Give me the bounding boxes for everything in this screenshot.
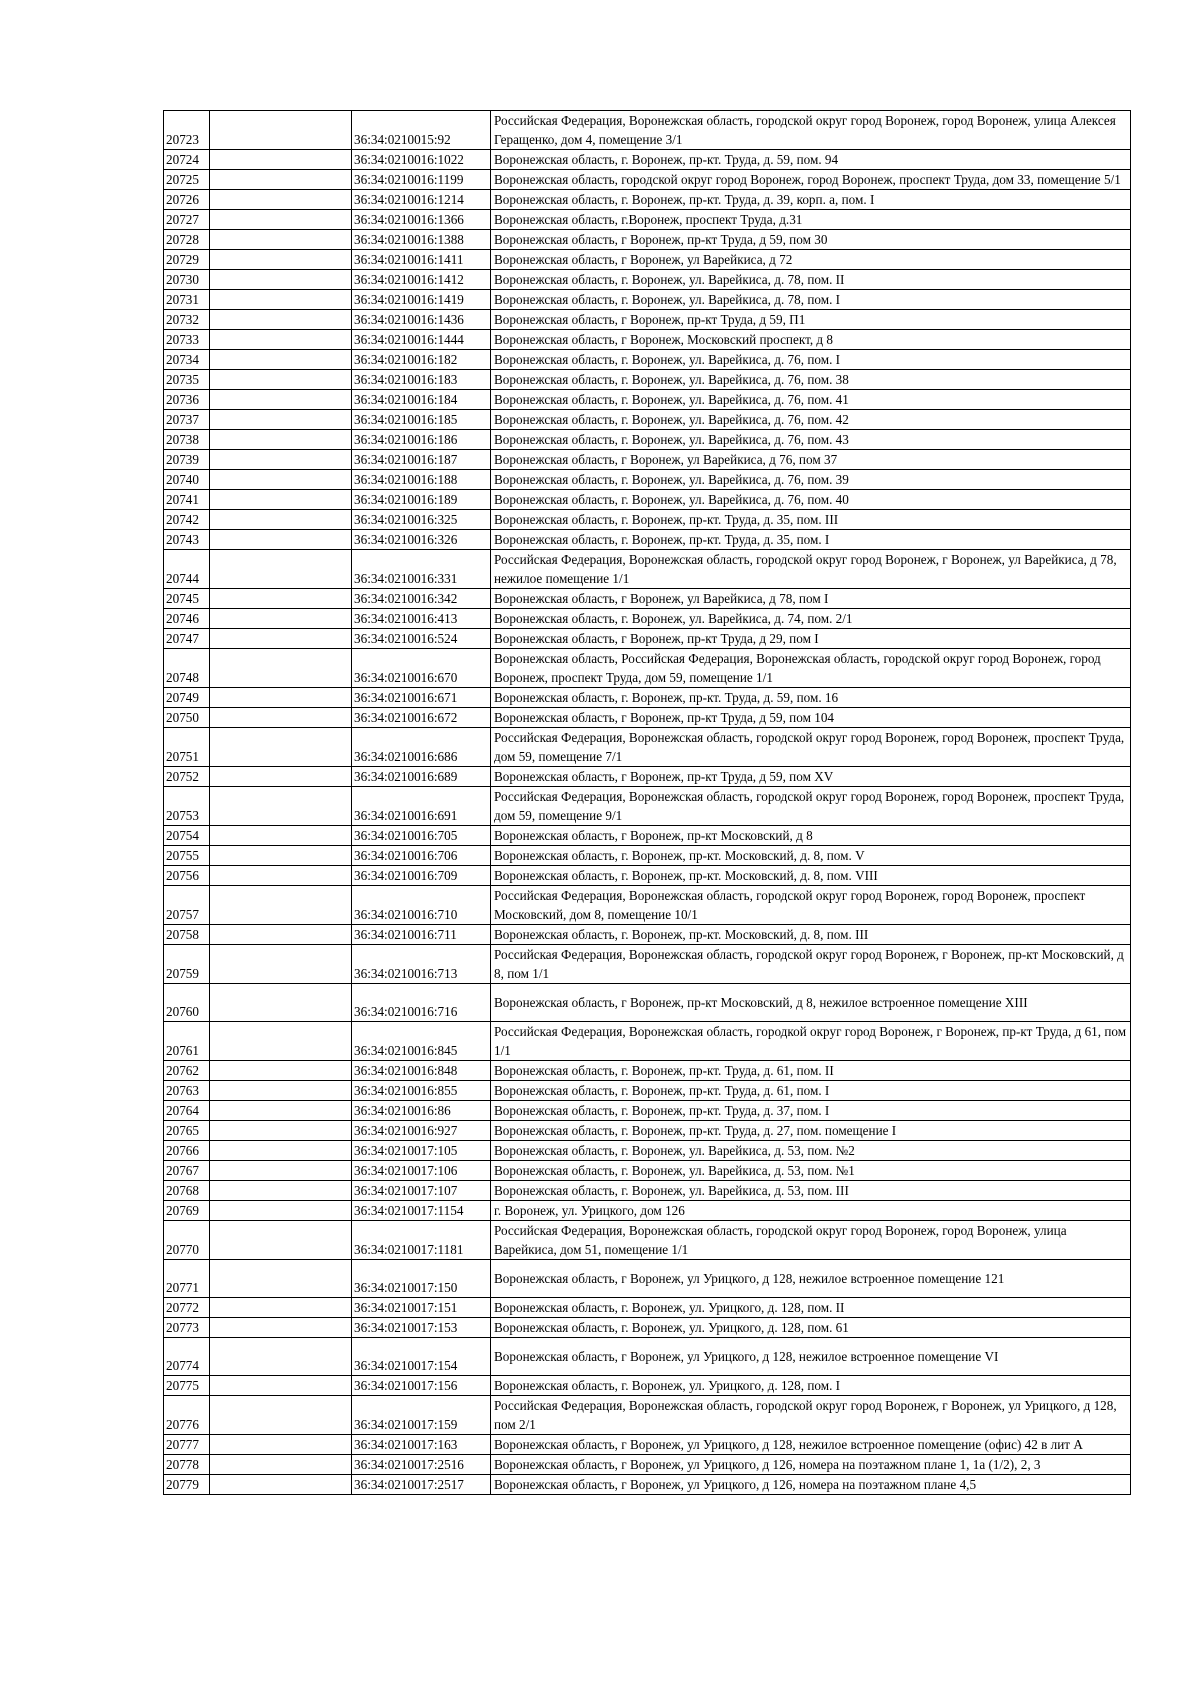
row-number: 20724	[164, 150, 210, 170]
row-number: 20743	[164, 530, 210, 550]
cadastral-number: 36:34:0210017:151	[352, 1298, 491, 1318]
table-row	[164, 1221, 1131, 1260]
row-empty-cell	[210, 1376, 352, 1396]
table-row	[164, 728, 1131, 767]
cadastral-number: 36:34:0210016:848	[352, 1061, 491, 1081]
row-number: 20765	[164, 1121, 210, 1141]
row-empty-cell	[210, 510, 352, 530]
row-number: 20749	[164, 688, 210, 708]
table-row	[164, 984, 1131, 1022]
row-number: 20760	[164, 984, 210, 1022]
cadastral-number: 36:34:0210016:691	[352, 787, 491, 826]
row-empty-cell	[210, 150, 352, 170]
row-empty-cell	[210, 925, 352, 945]
row-number: 20747	[164, 629, 210, 649]
cadastral-number: 36:34:0210017:2517	[352, 1475, 491, 1495]
row-empty-cell	[210, 270, 352, 290]
row-empty-cell	[210, 1338, 352, 1376]
table-row	[164, 1338, 1131, 1376]
row-number: 20733	[164, 330, 210, 350]
row-empty-cell	[210, 550, 352, 589]
address-cell: Российская Федерация, Воронежская область, городской округ город Воронеж, город Воронеж, улица Варейкиса, дом 51, помещение 1/1	[491, 1221, 1131, 1260]
cadastral-number: 36:34:0210017:105	[352, 1141, 491, 1161]
address-cell: Воронежская область, г Воронеж, пр-кт Труда, д 59, пом 104	[491, 708, 1131, 728]
row-number: 20777	[164, 1435, 210, 1455]
row-number: 20771	[164, 1260, 210, 1298]
cadastral-number: 36:34:0210016:185	[352, 410, 491, 430]
cadastral-number: 36:34:0210016:670	[352, 649, 491, 688]
table-row	[164, 688, 1131, 708]
table-row	[164, 866, 1131, 886]
table-row	[164, 925, 1131, 945]
address-cell: Российская Федерация, Воронежская область, городкой округ город Воронеж, г Воронеж, пр-кт Труда, д 61, пом 1/1	[491, 1022, 1131, 1061]
row-number: 20741	[164, 490, 210, 510]
cadastral-number: 36:34:0210016:710	[352, 886, 491, 925]
address-cell: Воронежская область, г. Воронеж, ул. Варейкиса, д. 76, пом. 39	[491, 470, 1131, 490]
table-row	[164, 767, 1131, 787]
row-empty-cell	[210, 410, 352, 430]
row-number: 20736	[164, 390, 210, 410]
address-cell: Российская Федерация, Воронежская область, городской округ город Воронеж, город Воронеж, проспект Труда, дом 59, помещение 9/1	[491, 787, 1131, 826]
cadastral-number: 36:34:0210016:189	[352, 490, 491, 510]
address-cell: Воронежская область, городской округ город Воронеж, город Воронеж, проспект Труда, дом 33, помещение 5/1	[491, 170, 1131, 190]
address-cell: Воронежская область, г Воронеж, ул Урицкого, д 128, нежилое встроенное помещение (офис) 42 в лит А	[491, 1435, 1131, 1455]
row-empty-cell	[210, 1475, 352, 1495]
address-cell: Воронежская область, г. Воронеж, ул. Варейкиса, д. 74, пом. 2/1	[491, 609, 1131, 629]
row-empty-cell	[210, 370, 352, 390]
address-cell: Воронежская область, г Воронеж, ул Урицкого, д 128, нежилое встроенное помещение 121	[491, 1260, 1131, 1298]
cadastral-number: 36:34:0210015:92	[352, 111, 491, 150]
table-row	[164, 886, 1131, 925]
table-row	[164, 470, 1131, 490]
table-row	[164, 945, 1131, 984]
address-cell: Воронежская область, г. Воронеж, пр-кт. Труда, д. 35, пом. I	[491, 530, 1131, 550]
table-row	[164, 1396, 1131, 1435]
table-row	[164, 1201, 1131, 1221]
row-number: 20774	[164, 1338, 210, 1376]
address-cell: Воронежская область, г Воронеж, ул Варейкиса, д 76, пом 37	[491, 450, 1131, 470]
table-row	[164, 1081, 1131, 1101]
row-number: 20764	[164, 1101, 210, 1121]
row-empty-cell	[210, 1081, 352, 1101]
table-row	[164, 1376, 1131, 1396]
row-empty-cell	[210, 945, 352, 984]
address-cell: Воронежская область, г Воронеж, ул Варейкиса, д 78, пом I	[491, 589, 1131, 609]
row-empty-cell	[210, 390, 352, 410]
row-number: 20769	[164, 1201, 210, 1221]
row-number: 20766	[164, 1141, 210, 1161]
row-number: 20727	[164, 210, 210, 230]
address-cell: Воронежская область, г Воронеж, ул Урицкого, д 126, номера на поэтажном плане 4,5	[491, 1475, 1131, 1495]
row-number: 20757	[164, 886, 210, 925]
address-cell: Воронежская область, г. Воронеж, пр-кт. Труда, д. 39, корп. а, пом. I	[491, 190, 1131, 210]
row-number: 20739	[164, 450, 210, 470]
row-number: 20738	[164, 430, 210, 450]
cadastral-number: 36:34:0210016:413	[352, 609, 491, 629]
row-empty-cell	[210, 886, 352, 925]
cadastral-number: 36:34:0210017:153	[352, 1318, 491, 1338]
table-row	[164, 310, 1131, 330]
row-number: 20750	[164, 708, 210, 728]
row-number: 20731	[164, 290, 210, 310]
cadastral-number: 36:34:0210017:1154	[352, 1201, 491, 1221]
cadastral-number: 36:34:0210017:106	[352, 1161, 491, 1181]
address-cell: г. Воронеж, ул. Урицкого, дом 126	[491, 1201, 1131, 1221]
table-row	[164, 290, 1131, 310]
row-number: 20726	[164, 190, 210, 210]
row-number: 20773	[164, 1318, 210, 1338]
row-empty-cell	[210, 688, 352, 708]
address-cell: Воронежская область, г. Воронеж, ул. Варейкиса, д. 76, пом. 38	[491, 370, 1131, 390]
cadastral-number: 36:34:0210017:154	[352, 1338, 491, 1376]
table-row	[164, 210, 1131, 230]
cadastral-number: 36:34:0210016:188	[352, 470, 491, 490]
cadastral-number: 36:34:0210016:182	[352, 350, 491, 370]
cadastral-number: 36:34:0210016:1388	[352, 230, 491, 250]
table-row	[164, 787, 1131, 826]
table-row	[164, 490, 1131, 510]
row-empty-cell	[210, 430, 352, 450]
table-row	[164, 1475, 1131, 1495]
row-empty-cell	[210, 1298, 352, 1318]
table-row	[164, 1061, 1131, 1081]
row-number: 20775	[164, 1376, 210, 1396]
cadastral-number: 36:34:0210016:672	[352, 708, 491, 728]
row-number: 20758	[164, 925, 210, 945]
cadastral-number: 36:34:0210016:1199	[352, 170, 491, 190]
row-empty-cell	[210, 350, 352, 370]
table-row	[164, 1298, 1131, 1318]
row-number: 20767	[164, 1161, 210, 1181]
row-empty-cell	[210, 490, 352, 510]
row-empty-cell	[210, 629, 352, 649]
table-row	[164, 1181, 1131, 1201]
table-row	[164, 1318, 1131, 1338]
table-row	[164, 550, 1131, 589]
address-cell: Российская Федерация, Воронежская область, городской округ город Воронеж, город Воронеж, проспект Московский, дом 8, помещение 10/1	[491, 886, 1131, 925]
row-empty-cell	[210, 1061, 352, 1081]
address-cell: Российская Федерация, Воронежская область, городской округ город Воронеж, г Воронеж, пр-кт Московский, д 8, пом 1/1	[491, 945, 1131, 984]
address-cell: Воронежская область, г Воронеж, пр-кт Труда, д 59, П1	[491, 310, 1131, 330]
table-row	[164, 708, 1131, 728]
row-number: 20742	[164, 510, 210, 530]
cadastral-number: 36:34:0210016:1412	[352, 270, 491, 290]
cadastral-number: 36:34:0210016:713	[352, 945, 491, 984]
cadastral-number: 36:34:0210016:184	[352, 390, 491, 410]
row-empty-cell	[210, 609, 352, 629]
address-cell: Воронежская область, г. Воронеж, пр-кт. Московский, д. 8, пом. V	[491, 846, 1131, 866]
table-row	[164, 609, 1131, 629]
row-number: 20763	[164, 1081, 210, 1101]
row-number: 20761	[164, 1022, 210, 1061]
address-cell: Воронежская область, г.Воронеж, проспект Труда, д.31	[491, 210, 1131, 230]
address-cell: Воронежская область, г Воронеж, Московский проспект, д 8	[491, 330, 1131, 350]
cadastral-number: 36:34:0210017:2516	[352, 1455, 491, 1475]
table-row	[164, 350, 1131, 370]
row-empty-cell	[210, 1141, 352, 1161]
table-row	[164, 450, 1131, 470]
address-cell: Воронежская область, г Воронеж, ул Урицкого, д 128, нежилое встроенное помещение VI	[491, 1338, 1131, 1376]
table-row	[164, 430, 1131, 450]
row-empty-cell	[210, 589, 352, 609]
address-cell: Воронежская область, г Воронеж, пр-кт Московский, д 8	[491, 826, 1131, 846]
cadastral-number: 36:34:0210016:187	[352, 450, 491, 470]
cadastral-number: 36:34:0210017:156	[352, 1376, 491, 1396]
address-cell: Воронежская область, г Воронеж, ул Варейкиса, д 72	[491, 250, 1131, 270]
row-empty-cell	[210, 230, 352, 250]
registry-table	[163, 110, 1131, 1495]
row-number: 20768	[164, 1181, 210, 1201]
row-empty-cell	[210, 826, 352, 846]
row-empty-cell	[210, 470, 352, 490]
row-number: 20745	[164, 589, 210, 609]
address-cell: Воронежская область, г. Воронеж, ул. Варейкиса, д. 76, пом. I	[491, 350, 1131, 370]
row-number: 20723	[164, 111, 210, 150]
table-row	[164, 530, 1131, 550]
cadastral-number: 36:34:0210017:1181	[352, 1221, 491, 1260]
row-empty-cell	[210, 728, 352, 767]
table-row	[164, 230, 1131, 250]
address-cell: Воронежская область, г. Воронеж, ул. Варейкиса, д. 76, пом. 40	[491, 490, 1131, 510]
table-row	[164, 150, 1131, 170]
cadastral-number: 36:34:0210016:1419	[352, 290, 491, 310]
address-cell: Воронежская область, г. Воронеж, ул. Урицкого, д. 128, пом. I	[491, 1376, 1131, 1396]
cadastral-number: 36:34:0210016:686	[352, 728, 491, 767]
cadastral-number: 36:34:0210016:705	[352, 826, 491, 846]
row-empty-cell	[210, 1181, 352, 1201]
row-empty-cell	[210, 1121, 352, 1141]
table-row	[164, 1435, 1131, 1455]
cadastral-number: 36:34:0210016:342	[352, 589, 491, 609]
address-cell: Воронежская область, г. Воронеж, пр-кт. Московский, д. 8, пом. VIII	[491, 866, 1131, 886]
table-row	[164, 510, 1131, 530]
cadastral-number: 36:34:0210016:709	[352, 866, 491, 886]
address-cell: Воронежская область, г. Воронеж, ул. Варейкиса, д. 53, пом. №2	[491, 1141, 1131, 1161]
row-number: 20732	[164, 310, 210, 330]
table-row	[164, 1455, 1131, 1475]
address-cell: Воронежская область, г Воронеж, пр-кт Труда, д 59, пом 30	[491, 230, 1131, 250]
address-cell: Воронежская область, г. Воронеж, ул. Урицкого, д. 128, пом. 61	[491, 1318, 1131, 1338]
table-row	[164, 826, 1131, 846]
cadastral-number: 36:34:0210016:1214	[352, 190, 491, 210]
row-empty-cell	[210, 984, 352, 1022]
address-cell: Воронежская область, г. Воронеж, ул. Варейкиса, д. 53, пом. №1	[491, 1161, 1131, 1181]
table-row	[164, 370, 1131, 390]
row-empty-cell	[210, 450, 352, 470]
row-number: 20744	[164, 550, 210, 589]
address-cell: Воронежская область, г. Воронеж, пр-кт. Труда, д. 59, пом. 16	[491, 688, 1131, 708]
cadastral-number: 36:34:0210016:1436	[352, 310, 491, 330]
row-number: 20753	[164, 787, 210, 826]
table-row	[164, 330, 1131, 350]
registry-body	[164, 111, 1131, 1495]
cadastral-number: 36:34:0210016:1411	[352, 250, 491, 270]
row-empty-cell	[210, 170, 352, 190]
address-cell: Воронежская область, г. Воронеж, ул. Варейкиса, д. 76, пом. 43	[491, 430, 1131, 450]
address-cell: Воронежская область, Российская Федерация, Воронежская область, городской округ город Воронеж, город Воронеж, проспект Труда, дом 59, помещение 1/1	[491, 649, 1131, 688]
cadastral-number: 36:34:0210016:331	[352, 550, 491, 589]
cadastral-number: 36:34:0210017:107	[352, 1181, 491, 1201]
address-cell: Воронежская область, г Воронеж, пр-кт Московский, д 8, нежилое встроенное помещение XIII	[491, 984, 1131, 1022]
row-empty-cell	[210, 787, 352, 826]
address-cell: Российская Федерация, Воронежская область, городской округ город Воронеж, г Воронеж, ул Варейкиса, д 78, нежилое помещение 1/1	[491, 550, 1131, 589]
row-empty-cell	[210, 1435, 352, 1455]
row-empty-cell	[210, 290, 352, 310]
table-row	[164, 629, 1131, 649]
cadastral-number: 36:34:0210016:671	[352, 688, 491, 708]
address-cell: Воронежская область, г Воронеж, пр-кт Труда, д 29, пом I	[491, 629, 1131, 649]
address-cell: Российская Федерация, Воронежская область, городской округ город Воронеж, город Воронеж, проспект Труда, дом 59, помещение 7/1	[491, 728, 1131, 767]
cadastral-number: 36:34:0210016:927	[352, 1121, 491, 1141]
table-row	[164, 250, 1131, 270]
table-row	[164, 649, 1131, 688]
row-empty-cell	[210, 1221, 352, 1260]
address-cell: Воронежская область, г. Воронеж, ул. Варейкиса, д. 53, пом. III	[491, 1181, 1131, 1201]
row-empty-cell	[210, 1101, 352, 1121]
address-cell: Воронежская область, г. Воронеж, ул. Варейкиса, д. 76, пом. 41	[491, 390, 1131, 410]
row-empty-cell	[210, 1260, 352, 1298]
row-number: 20751	[164, 728, 210, 767]
cadastral-number: 36:34:0210016:183	[352, 370, 491, 390]
row-number: 20770	[164, 1221, 210, 1260]
cadastral-number: 36:34:0210017:163	[352, 1435, 491, 1455]
cadastral-number: 36:34:0210016:716	[352, 984, 491, 1022]
cadastral-number: 36:34:0210016:1366	[352, 210, 491, 230]
address-cell: Воронежская область, г Воронеж, ул Урицкого, д 126, номера на поэтажном плане 1, 1а (1/2), 2, 3	[491, 1455, 1131, 1475]
address-cell: Воронежская область, г. Воронеж, пр-кт. Труда, д. 35, пом. III	[491, 510, 1131, 530]
row-empty-cell	[210, 330, 352, 350]
cadastral-number: 36:34:0210017:150	[352, 1260, 491, 1298]
address-cell: Воронежская область, г Воронеж, пр-кт Труда, д 59, пом XV	[491, 767, 1131, 787]
address-cell: Российская Федерация, Воронежская область, городской округ город Воронеж, г Воронеж, ул Урицкого, д 128, пом 2/1	[491, 1396, 1131, 1435]
cadastral-number: 36:34:0210016:689	[352, 767, 491, 787]
row-empty-cell	[210, 708, 352, 728]
row-number: 20734	[164, 350, 210, 370]
row-number: 20778	[164, 1455, 210, 1475]
row-number: 20730	[164, 270, 210, 290]
address-cell: Воронежская область, г. Воронеж, пр-кт. Труда, д. 61, пом. I	[491, 1081, 1131, 1101]
row-empty-cell	[210, 866, 352, 886]
table-row	[164, 1161, 1131, 1181]
row-number: 20737	[164, 410, 210, 430]
table-row	[164, 1121, 1131, 1141]
cadastral-number: 36:34:0210016:845	[352, 1022, 491, 1061]
row-number: 20759	[164, 945, 210, 984]
table-row	[164, 1022, 1131, 1061]
row-number: 20772	[164, 1298, 210, 1318]
cadastral-number: 36:34:0210016:1444	[352, 330, 491, 350]
row-empty-cell	[210, 190, 352, 210]
address-cell: Воронежская область, г. Воронеж, пр-кт. Труда, д. 59, пом. 94	[491, 150, 1131, 170]
table-row	[164, 270, 1131, 290]
cadastral-number: 36:34:0210016:855	[352, 1081, 491, 1101]
cadastral-number: 36:34:0210016:706	[352, 846, 491, 866]
address-cell: Российская Федерация, Воронежская область, городской округ город Воронеж, город Воронеж, улица Алексея Геращенко, дом 4, помещение 3/1	[491, 111, 1131, 150]
address-cell: Воронежская область, г. Воронеж, пр-кт. Труда, д. 27, пом. помещение I	[491, 1121, 1131, 1141]
address-cell: Воронежская область, г. Воронеж, пр-кт. Московский, д. 8, пом. III	[491, 925, 1131, 945]
row-number: 20754	[164, 826, 210, 846]
cadastral-number: 36:34:0210017:159	[352, 1396, 491, 1435]
address-cell: Воронежская область, г. Воронеж, ул. Урицкого, д. 128, пом. II	[491, 1298, 1131, 1318]
cadastral-number: 36:34:0210016:325	[352, 510, 491, 530]
cadastral-number: 36:34:0210016:186	[352, 430, 491, 450]
cadastral-number: 36:34:0210016:326	[352, 530, 491, 550]
cadastral-number: 36:34:0210016:711	[352, 925, 491, 945]
address-cell: Воронежская область, г. Воронеж, пр-кт. Труда, д. 61, пом. II	[491, 1061, 1131, 1081]
row-number: 20755	[164, 846, 210, 866]
row-number: 20729	[164, 250, 210, 270]
row-empty-cell	[210, 310, 352, 330]
cadastral-number: 36:34:0210016:1022	[352, 150, 491, 170]
row-empty-cell	[210, 250, 352, 270]
row-number: 20740	[164, 470, 210, 490]
row-number: 20746	[164, 609, 210, 629]
row-number: 20762	[164, 1061, 210, 1081]
row-number: 20776	[164, 1396, 210, 1435]
table-row	[164, 190, 1131, 210]
row-empty-cell	[210, 846, 352, 866]
row-number: 20756	[164, 866, 210, 886]
address-cell: Воронежская область, г. Воронеж, ул. Варейкиса, д. 76, пом. 42	[491, 410, 1131, 430]
row-number: 20728	[164, 230, 210, 250]
table-row	[164, 589, 1131, 609]
table-row	[164, 1101, 1131, 1121]
table-row	[164, 1260, 1131, 1298]
address-cell: Воронежская область, г. Воронеж, пр-кт. Труда, д. 37, пом. I	[491, 1101, 1131, 1121]
row-empty-cell	[210, 1396, 352, 1435]
row-empty-cell	[210, 1318, 352, 1338]
row-number: 20779	[164, 1475, 210, 1495]
row-empty-cell	[210, 1201, 352, 1221]
address-cell: Воронежская область, г. Воронеж, ул. Варейкиса, д. 78, пом. I	[491, 290, 1131, 310]
table-row	[164, 410, 1131, 430]
cadastral-number: 36:34:0210016:86	[352, 1101, 491, 1121]
row-empty-cell	[210, 1161, 352, 1181]
row-number: 20735	[164, 370, 210, 390]
cadastral-number: 36:34:0210016:524	[352, 629, 491, 649]
row-empty-cell	[210, 767, 352, 787]
row-empty-cell	[210, 1022, 352, 1061]
table-row	[164, 846, 1131, 866]
row-empty-cell	[210, 210, 352, 230]
row-number: 20748	[164, 649, 210, 688]
row-number: 20752	[164, 767, 210, 787]
table-row	[164, 111, 1131, 150]
row-empty-cell	[210, 649, 352, 688]
table-row	[164, 390, 1131, 410]
row-empty-cell	[210, 530, 352, 550]
table-row	[164, 1141, 1131, 1161]
row-number: 20725	[164, 170, 210, 190]
address-cell: Воронежская область, г. Воронеж, ул. Варейкиса, д. 78, пом. II	[491, 270, 1131, 290]
row-empty-cell	[210, 111, 352, 150]
table-row	[164, 170, 1131, 190]
row-empty-cell	[210, 1455, 352, 1475]
